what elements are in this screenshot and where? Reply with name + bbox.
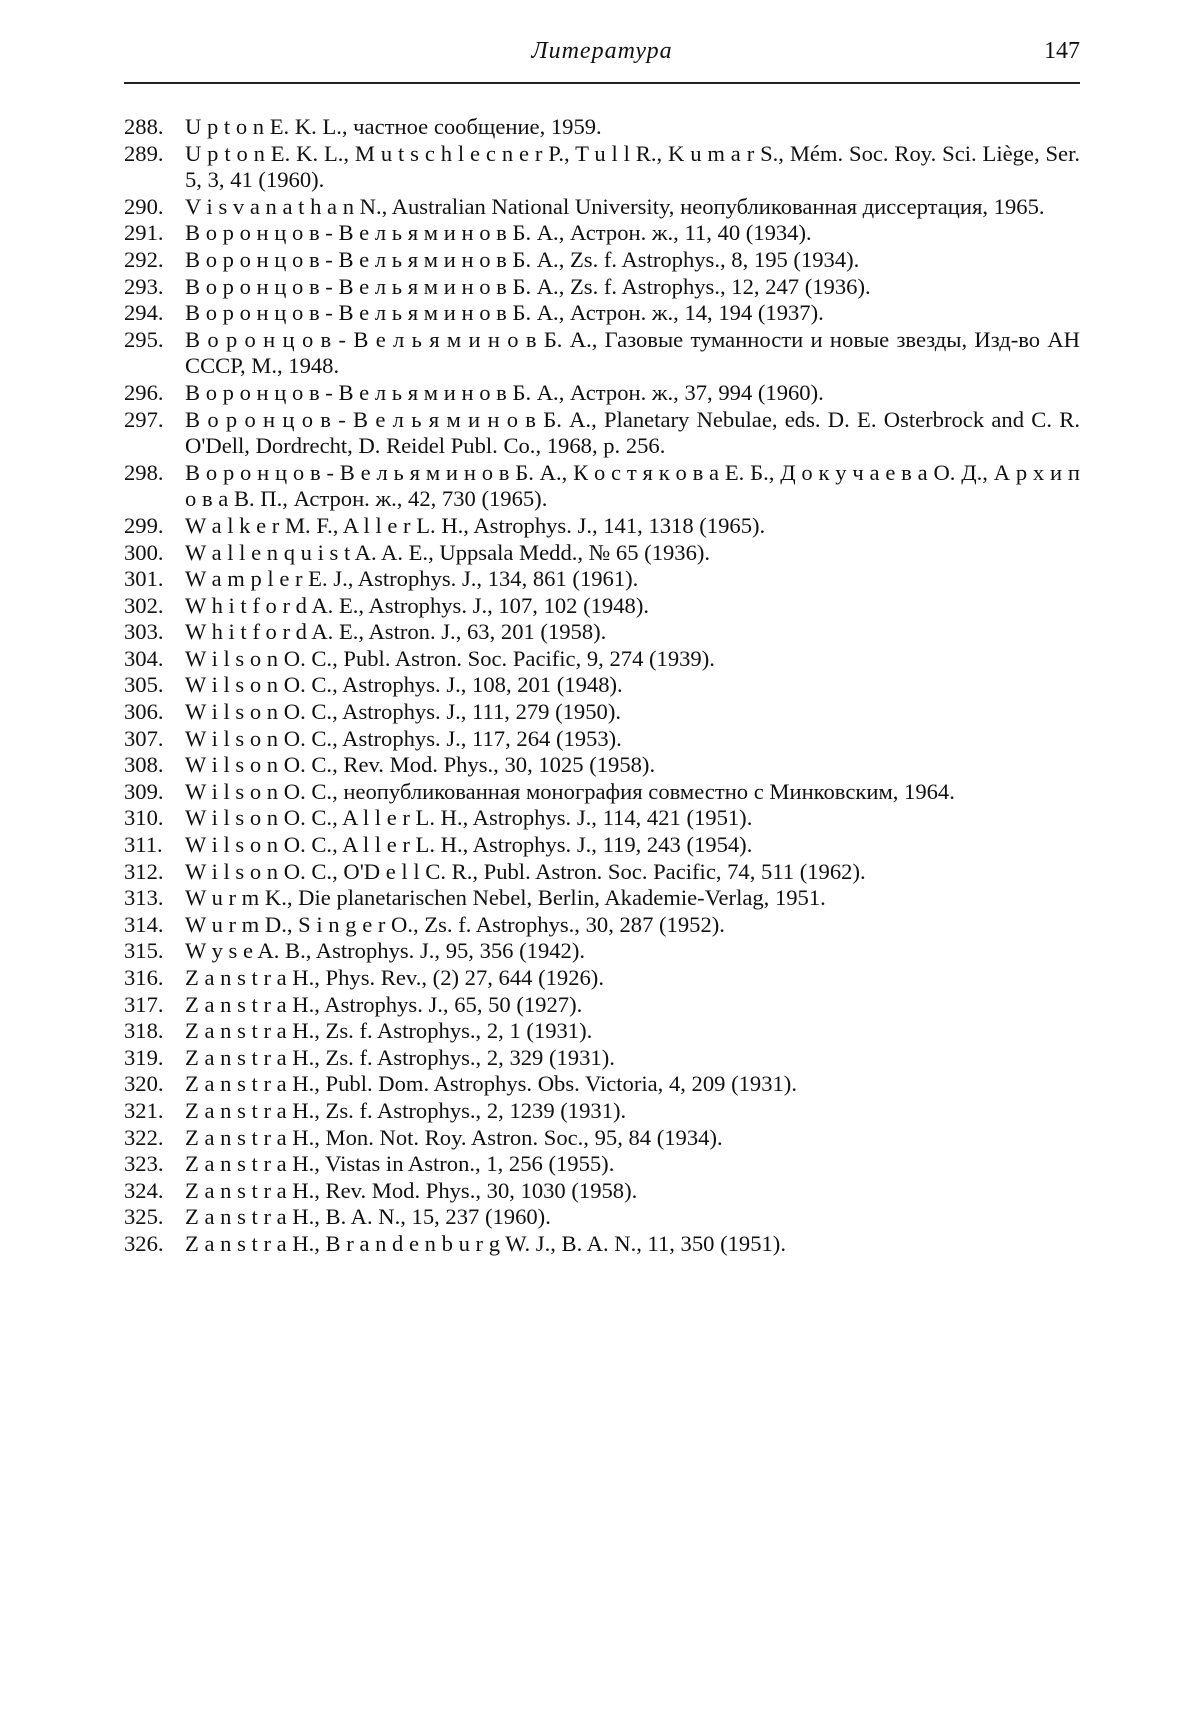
reference-item xyxy=(124,327,1080,380)
reference-item xyxy=(124,699,1080,726)
reference-text: Z a n s t r a H., Rev. Mod. Phys., 30, 1030 (1958). xyxy=(185,1177,638,1203)
reference-text: W i l s o n O. C., A l l e r L. H., Astrophys. J., 114, 421 (1951). xyxy=(185,805,753,831)
reference-item xyxy=(124,646,1080,673)
reference-number: 290. xyxy=(124,193,164,219)
reference-item xyxy=(124,407,1080,460)
reference-text: W i l s o n O. C., Rev. Mod. Phys., 30, 1025 (1958). xyxy=(185,752,656,778)
reference-text: U p t o n E. K. L., M u t s c h l e c n e r P., T u l l R., K u m a r S., Mém. Soc. Roy. Sci. Liège, Ser. 5, 3, 41 (1960). xyxy=(185,140,1080,193)
reference-text: В о р о н ц о в - В е л ь я м и н о в Б. А., Газовые туманности и новые звезды, Изд-во АН СССР, М., 1948. xyxy=(185,326,1080,379)
reference-item xyxy=(124,1045,1080,1072)
reference-item xyxy=(124,194,1080,221)
reference-text: V i s v a n a t h a n N., Australian National University, неопубликованная диссертация, 1965. xyxy=(185,193,1045,219)
reference-item xyxy=(124,779,1080,806)
reference-item xyxy=(124,1098,1080,1125)
reference-text: W i l s o n O. C., O'D e l l C. R., Publ. Astron. Soc. Pacific, 74, 511 (1962). xyxy=(185,858,866,884)
reference-number: 296. xyxy=(124,379,164,405)
reference-text: Z a n s t r a H., Zs. f. Astrophys., 2, 329 (1931). xyxy=(185,1044,615,1070)
reference-item xyxy=(124,380,1080,407)
reference-number: 288. xyxy=(124,114,164,139)
reference-text: W i l s o n O. C., Astrophys. J., 117, 264 (1953). xyxy=(185,725,622,751)
reference-item xyxy=(124,513,1080,540)
reference-number: 310. xyxy=(124,805,164,831)
reference-number: 325. xyxy=(124,1204,164,1230)
reference-text: W h i t f o r d A. E., Astrophys. J., 107, 102 (1948). xyxy=(185,592,649,618)
reference-item xyxy=(124,300,1080,327)
reference-text: В о р о н ц о в - В е л ь я м и н о в Б. А., Planetary Nebulae, eds. D. E. Osterbrock and C. R. O'Dell, Dordrecht, D. Reidel Publ. Co., 1968, p. 256. xyxy=(185,406,1080,459)
reference-item xyxy=(124,247,1080,274)
reference-item xyxy=(124,1151,1080,1178)
reference-item xyxy=(124,885,1080,912)
reference-item xyxy=(124,1125,1080,1152)
reference-text: В о р о н ц о в - В е л ь я м и н о в Б. А., Астрон. ж., 14, 194 (1937). xyxy=(185,300,824,326)
reference-item xyxy=(124,1204,1080,1231)
page-header xyxy=(124,36,1080,84)
reference-number: 289. xyxy=(124,140,164,166)
reference-text: W i l s o n O. C., Publ. Astron. Soc. Pacific, 9, 274 (1939). xyxy=(185,645,715,671)
reference-item xyxy=(124,1178,1080,1205)
reference-number: 293. xyxy=(124,273,164,299)
reference-number: 313. xyxy=(124,885,164,911)
reference-item xyxy=(124,593,1080,620)
reference-number: 324. xyxy=(124,1177,164,1203)
reference-text: Z a n s t r a H., Astrophys. J., 65, 50 (1927). xyxy=(185,991,583,1017)
reference-list xyxy=(124,114,1080,1258)
reference-number: 306. xyxy=(124,699,164,725)
reference-number: 300. xyxy=(124,539,164,565)
reference-text: W a m p l e r E. J., Astrophys. J., 134, 861 (1961). xyxy=(185,566,639,592)
reference-number: 321. xyxy=(124,1097,164,1123)
reference-item xyxy=(124,726,1080,753)
reference-number: 298. xyxy=(124,459,164,485)
reference-text: W y s e A. B., Astrophys. J., 95, 356 (1942). xyxy=(185,938,586,964)
reference-number: 309. xyxy=(124,778,164,804)
reference-number: 323. xyxy=(124,1151,164,1177)
reference-item xyxy=(124,992,1080,1019)
reference-number: 291. xyxy=(124,220,164,246)
reference-number: 326. xyxy=(124,1230,164,1256)
reference-number: 301. xyxy=(124,566,164,592)
reference-text: Z a n s t r a H., Mon. Not. Roy. Astron. Soc., 95, 84 (1934). xyxy=(185,1124,723,1150)
reference-number: 312. xyxy=(124,858,164,884)
reference-item xyxy=(124,114,1080,141)
reference-text: Z a n s t r a H., Zs. f. Astrophys., 2, 1239 (1931). xyxy=(185,1097,627,1123)
reference-number: 318. xyxy=(124,1018,164,1044)
reference-text: В о р о н ц о в - В е л ь я м и н о в Б. А., Zs. f. Astrophys., 12, 247 (1936). xyxy=(185,273,871,299)
reference-text: W i l s o n O. C., Astrophys. J., 111, 279 (1950). xyxy=(185,699,621,725)
reference-item xyxy=(124,1071,1080,1098)
reference-text: Z a n s t r a H., Vistas in Astron., 1, 256 (1955). xyxy=(185,1151,615,1177)
reference-text: В о р о н ц о в - В е л ь я м и н о в Б. А., Астрон. ж., 37, 994 (1960). xyxy=(185,379,824,405)
running-title: Литература xyxy=(531,38,673,64)
reference-number: 320. xyxy=(124,1071,164,1097)
reference-text: W h i t f o r d A. E., Astron. J., 63, 201 (1958). xyxy=(185,619,607,645)
reference-number: 314. xyxy=(124,911,164,937)
reference-number: 304. xyxy=(124,645,164,671)
reference-text: W i l s o n O. C., Astrophys. J., 108, 201 (1948). xyxy=(185,672,623,698)
reference-item xyxy=(124,752,1080,779)
reference-text: В о р о н ц о в - В е л ь я м и н о в Б. А., К о с т я к о в а Е. Б., Д о к у ч а е в а О. Д., А р х и п о в а В. П., Астрон. ж., 42, 730 (1965). xyxy=(185,459,1080,512)
reference-number: 319. xyxy=(124,1044,164,1070)
reference-number: 302. xyxy=(124,592,164,618)
reference-text: Z a n s t r a H., Phys. Rev., (2) 27, 644 (1926). xyxy=(185,965,604,990)
reference-number: 311. xyxy=(124,832,163,858)
page-number: 147 xyxy=(1044,38,1080,64)
reference-number: 322. xyxy=(124,1124,164,1150)
reference-item xyxy=(124,566,1080,593)
reference-number: 292. xyxy=(124,246,164,272)
reference-item xyxy=(124,1018,1080,1045)
reference-number: 307. xyxy=(124,725,164,751)
reference-item xyxy=(124,619,1080,646)
reference-item xyxy=(124,540,1080,567)
reference-text: Z a n s t r a H., B r a n d e n b u r g W. J., B. A. N., 11, 350 (1951). xyxy=(185,1230,786,1256)
reference-item xyxy=(124,460,1080,513)
reference-number: 294. xyxy=(124,300,164,326)
reference-text: Z a n s t r a H., Zs. f. Astrophys., 2, 1 (1931). xyxy=(185,1018,593,1044)
reference-item xyxy=(124,141,1080,194)
reference-text: W a l l e n q u i s t A. A. E., Uppsala Medd., № 65 (1936). xyxy=(185,539,711,565)
reference-text: W u r m K., Die planetarischen Nebel, Berlin, Akademie-Verlag, 1951. xyxy=(185,885,826,911)
reference-item xyxy=(124,220,1080,247)
reference-number: 305. xyxy=(124,672,164,698)
reference-number: 295. xyxy=(124,326,164,352)
reference-item xyxy=(124,965,1080,992)
reference-text: Z a n s t r a H., Publ. Dom. Astrophys. Obs. Victoria, 4, 209 (1931). xyxy=(185,1071,797,1097)
reference-item xyxy=(124,274,1080,301)
reference-number: 303. xyxy=(124,619,164,645)
reference-text: W u r m D., S i n g e r O., Zs. f. Astrophys., 30, 287 (1952). xyxy=(185,911,725,937)
reference-item xyxy=(124,672,1080,699)
reference-number: 308. xyxy=(124,752,164,778)
reference-number: 297. xyxy=(124,406,164,432)
reference-text: W a l k e r M. F., A l l e r L. H., Astrophys. J., 141, 1318 (1965). xyxy=(185,512,766,538)
reference-text: W i l s o n O. C., A l l e r L. H., Astrophys. J., 119, 243 (1954). xyxy=(185,832,753,858)
reference-text: U p t o n E. K. L., частное сообщение, 1959. xyxy=(185,114,602,139)
reference-number: 299. xyxy=(124,512,164,538)
reference-number: 316. xyxy=(124,965,164,990)
reference-item xyxy=(124,859,1080,886)
reference-item xyxy=(124,938,1080,965)
reference-text: Z a n s t r a H., B. A. N., 15, 237 (1960). xyxy=(185,1204,551,1230)
reference-item xyxy=(124,805,1080,832)
reference-number: 315. xyxy=(124,938,164,964)
reference-item xyxy=(124,1231,1080,1258)
reference-text: W i l s o n O. C., неопубликованная монография совместно с Минковским, 1964. xyxy=(185,778,955,804)
reference-item xyxy=(124,912,1080,939)
reference-text: В о р о н ц о в - В е л ь я м и н о в Б. А., Астрон. ж., 11, 40 (1934). xyxy=(185,220,812,246)
reference-item xyxy=(124,832,1080,859)
reference-number: 317. xyxy=(124,991,164,1017)
reference-text: В о р о н ц о в - В е л ь я м и н о в Б. А., Zs. f. Astrophys., 8, 195 (1934). xyxy=(185,246,860,272)
